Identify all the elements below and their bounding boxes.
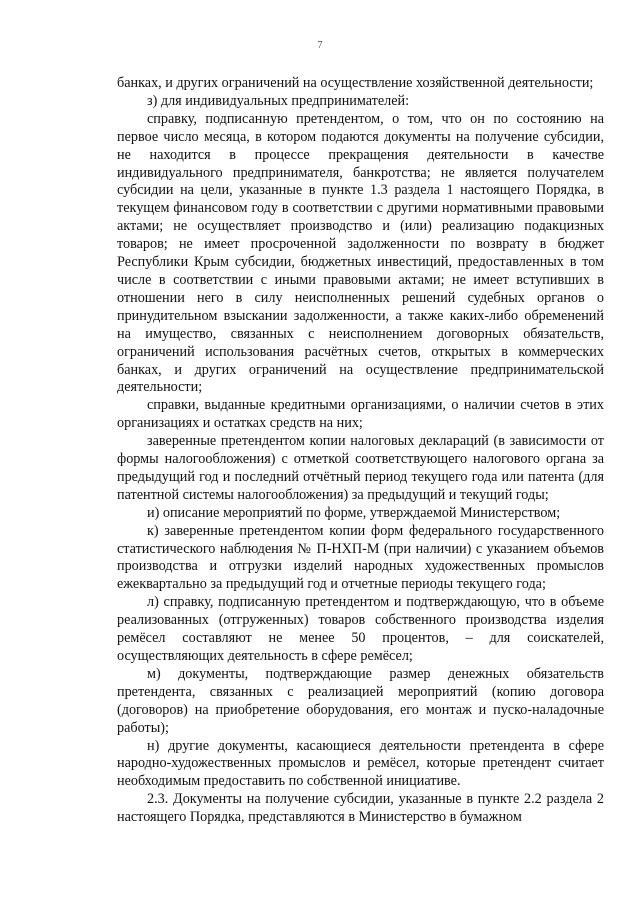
paragraph-2-3: 2.3. Документы на получение субсидии, указанные в пункте 2.2 раздела 2 настоящего Порядка, представляются в Министерство в бумажном (117, 791, 604, 826)
paragraph-bank-certificates: справки, выданные кредитными организациями, о наличии счетов в этих организациях и остатках средств на них; (117, 397, 604, 432)
paragraph-item-z: з) для индивидуальных предпринимателей: (147, 92, 410, 109)
paragraph-certificate: справку, подписанную претендентом, о том, что он по состоянию на первое число месяца, в котором подаются документы на получение субсидии, не находится в процессе прекращения деятельности в качестве индивидуального предпринимателя, банкротства; не является получателем субсидии на цели, указанные в пункте 1.3 раздела 1 настоящего Порядка, в текущем финансовом году в соответствии с другими нормативными правовыми актами; не осуществляет производство и (или) реализацию подакцизных товаров; не имеет просроченной задолженности по возврату в бюджет Республики Крым субсидии, бюджетных инвестиций, предоставленных в том числе в соответствии с иными правовыми актами; не имеет вступивших в отношении него в силу неисполненных решений судебных органов о принудительном взыскании задолженности, а также каких-либо обременений на имущество, связанных с неисполнением договорных обязательств, ограничений использования расчётных счетов, открытых в коммерческих банках, и других ограничений на осуществление предпринимательской деятельности; (117, 110, 604, 396)
paragraph-item-i: и) описание мероприятий по форме, утверждаемой Министерством; (147, 504, 561, 521)
paragraph-item-k: к) заверенные претендентом копии форм федерального государственного статистического наблюдения № П-НХП-М (при наличии) с указанием объемов производства и отгрузки изделий народных художественных промыслов ежеквартально за предыдущий год и отчетные периоды текущего года; (117, 522, 604, 593)
page-number: 7 (317, 40, 323, 51)
paragraph-continuation: банках, и других ограничений на осуществление хозяйственной деятельности; (117, 75, 594, 91)
paragraph-tax-declarations: заверенные претендентом копии налоговых деклараций (в зависимости от формы налогообложения) с отметкой соответствующего налогового органа за предыдущий год и последний отчётный период текущего года или патента (для патентной системы налогообложения) за предыдущий и текущий годы; (117, 433, 604, 503)
paragraph-item-m: м) документы, подтверждающие размер денежных обязательств претендента, связанных с реализацией мероприятий (копию договора (договоров) на приобретение оборудования, его монтаж и пуско-наладочные работы); (117, 665, 604, 736)
paragraph-item-n: н) другие документы, касающиеся деятельности претендента в сфере народно-художественных промыслов и ремёсел, которые претендент считает необходимым предоставить по собственной инициативе. (117, 737, 604, 790)
document-body (117, 75, 604, 827)
paragraph-item-l: л) справку, подписанную претендентом и подтверждающую, что в объеме реализованных (отгруженных) товаров собственного производства изделия ремёсел составляют не менее 50 процентов, – для соискателей, осуществляющих деятельность в сфере ремёсел; (117, 594, 604, 664)
